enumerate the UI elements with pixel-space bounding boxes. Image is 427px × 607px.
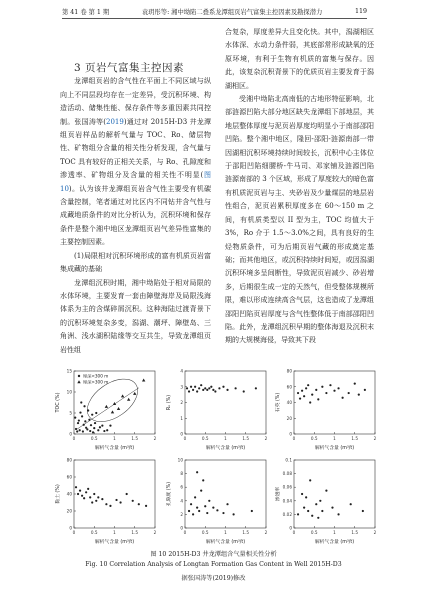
legend-marker-triangle xyxy=(77,380,80,383)
data-point xyxy=(81,495,83,497)
data-point xyxy=(206,389,208,391)
data-point xyxy=(85,491,87,493)
journal-volume: 第 41 卷 第 1 期 xyxy=(62,8,110,16)
legend-label-shallow: 埋深<300 m xyxy=(83,373,109,379)
plot-frame xyxy=(74,460,155,528)
data-point xyxy=(337,387,339,389)
y-tick-label: 0.04 xyxy=(282,498,292,504)
data-point xyxy=(194,496,196,498)
x-tick-label: 1 xyxy=(333,530,336,535)
data-point xyxy=(190,386,192,388)
data-point xyxy=(91,501,93,503)
figure-link[interactable]: 图 10 xyxy=(60,171,212,193)
paragraph-1 xyxy=(60,75,211,249)
y-tick-label: 0 xyxy=(180,525,183,531)
figure-10 xyxy=(54,367,377,567)
data-point xyxy=(83,424,85,426)
y-axis-label: 孔隙度 (%) xyxy=(167,481,172,507)
y-tick-label: 5 xyxy=(69,410,72,416)
x-tick-label: 1.5 xyxy=(131,436,139,441)
y-tick-label: 0.02 xyxy=(282,511,292,517)
y-tick-label: 0 xyxy=(180,431,183,437)
plot-frame xyxy=(185,460,266,528)
data-point xyxy=(210,386,212,388)
data-point xyxy=(198,510,200,512)
data-point xyxy=(76,430,78,432)
x-tick-label: 0 xyxy=(292,436,296,441)
x-tick-label: 0 xyxy=(183,530,187,535)
data-point xyxy=(89,430,91,432)
y-tick-label: 3 xyxy=(180,384,183,390)
data-point xyxy=(200,384,202,386)
data-point xyxy=(93,493,95,495)
x-tick-label: 0 xyxy=(292,530,296,535)
x-tick-label: 1.5 xyxy=(131,530,139,535)
data-point xyxy=(101,425,103,427)
data-point xyxy=(305,496,307,498)
y-tick-label: 10 xyxy=(66,389,72,395)
data-point xyxy=(362,510,364,512)
x-axis-label: 解析气含量 (m³/t) xyxy=(205,446,246,451)
data-point xyxy=(233,513,235,515)
right-column xyxy=(225,26,374,348)
y-axis-label: TOC (%) xyxy=(56,392,61,413)
running-header xyxy=(62,4,367,19)
data-point xyxy=(126,493,128,495)
x-tick-label: 2 xyxy=(264,436,268,441)
y-tick-label: 10 xyxy=(177,457,183,463)
x-tick-label: 1.5 xyxy=(242,530,250,535)
x-axis-label: 解析气含量 (m³/t) xyxy=(94,540,135,545)
data-point xyxy=(305,387,307,389)
data-point xyxy=(309,401,311,403)
data-point xyxy=(75,486,77,488)
data-point xyxy=(83,497,85,499)
data-point xyxy=(297,513,299,515)
y-tick-label: 0.08 xyxy=(282,471,292,477)
y-tick-label: 4 xyxy=(180,498,183,504)
data-point xyxy=(192,513,194,515)
data-point xyxy=(86,428,88,430)
data-point xyxy=(106,429,108,431)
data-point xyxy=(212,389,214,391)
p1-text-c: )。认为该井龙潭组页岩含气性主要受有机碳含量控制，笔者通过对比区内不同钻井含气性与成藏地质条件的对比分析认为，沉积环境和保存条件是整个湘中地区龙潭组页岩气差异性富集的主要控制因素。 xyxy=(60,184,211,247)
x-tick-label: 1 xyxy=(224,530,227,535)
citation-link[interactable]: 2019 xyxy=(105,117,124,126)
data-point xyxy=(93,427,95,429)
x-tick-label: 2 xyxy=(264,530,268,535)
data-point xyxy=(350,503,352,505)
x-tick-label: 1.5 xyxy=(351,530,359,535)
data-point xyxy=(226,503,228,505)
y-axis-label: 石英 (%) xyxy=(276,392,281,413)
data-point xyxy=(79,490,81,492)
data-point xyxy=(348,392,350,394)
data-point-triangle xyxy=(127,398,130,401)
y-tick-label: 60 xyxy=(66,474,72,480)
data-point-triangle xyxy=(111,410,114,413)
trend-line xyxy=(76,388,139,430)
x-axis-label: 解析气含量 (m³/t) xyxy=(314,446,355,451)
y-tick-label: 6 xyxy=(180,484,183,490)
data-point xyxy=(301,390,303,392)
data-point xyxy=(109,425,111,427)
data-point xyxy=(145,505,147,507)
plot-frame xyxy=(185,371,266,434)
x-tick-label: 0.5 xyxy=(90,436,98,441)
x-axis-label: 解析气含量 (m³/t) xyxy=(205,540,246,545)
y-tick-label: 0 xyxy=(69,431,72,437)
data-point xyxy=(358,394,360,396)
y-tick-label: 0.1 xyxy=(285,457,292,463)
data-point xyxy=(194,386,196,388)
data-point xyxy=(80,401,82,403)
x-tick-label: 1.5 xyxy=(351,436,359,441)
data-point xyxy=(297,392,299,394)
y-tick-label: 0 xyxy=(69,525,72,531)
data-point xyxy=(84,420,86,422)
chart-porosity xyxy=(165,456,269,546)
data-point xyxy=(192,389,194,391)
p1-text-b: )通过对 2015H-D3 井龙潭组页岩样品的解析气量与 TOC、Ro、储层物性、矿物组分含量的相关性分析发现，含气量与 TOC 具有较好的正相关关系，与 Ro、孔隙度和渗透率、矿物组分及含量的相关性不明显( xyxy=(60,117,212,180)
data-point xyxy=(77,493,79,495)
chart-quartz xyxy=(274,367,378,452)
data-point xyxy=(309,479,311,481)
legend-marker-circle xyxy=(78,375,80,377)
plot-frame xyxy=(294,460,375,528)
chart-clay xyxy=(54,456,158,546)
paragraph-3: 龙潭组沉积时期，湘中坳陷处于相对局限的水体环境，主要发育一套由障壁海岸及局限浅海体系为主的含煤碎屑沉积。这种海陆过渡背景下的沉积环境复杂多变，潟湖、潮坪、障壁岛、三角洲、浅水湖积陆缘等交互共生，导致龙潭组页岩性组 xyxy=(60,278,211,354)
y-axis-label: Rₒ (%) xyxy=(167,394,172,411)
data-point xyxy=(235,387,237,389)
data-point xyxy=(196,390,198,392)
data-point xyxy=(222,386,224,388)
data-point xyxy=(321,386,323,388)
paragraph-2: (1)局限相对沉积环境形成的富有机质页岩富集成藏的基础 xyxy=(60,251,211,274)
data-point xyxy=(79,411,81,413)
data-point xyxy=(196,471,198,473)
chart-ro xyxy=(165,367,269,452)
x-tick-label: 2 xyxy=(153,436,157,441)
chart-toc xyxy=(54,367,158,452)
y-tick-label: 1 xyxy=(180,415,183,421)
data-point xyxy=(97,429,99,431)
chart-permeability xyxy=(274,456,378,546)
data-point xyxy=(214,390,216,392)
data-point xyxy=(90,424,92,426)
left-column xyxy=(60,62,211,357)
data-point xyxy=(311,394,313,396)
y-tick-label: 20 xyxy=(66,508,72,514)
data-point xyxy=(94,422,96,424)
x-tick-label: 0.5 xyxy=(90,530,98,535)
data-point xyxy=(255,387,257,389)
y-tick-label: 80 xyxy=(66,457,72,463)
data-point xyxy=(188,390,190,392)
y-tick-label: 20 xyxy=(286,415,292,421)
x-tick-label: 0.5 xyxy=(310,530,318,535)
data-point xyxy=(92,431,94,433)
y-tick-label: 60 xyxy=(286,384,292,390)
data-point xyxy=(329,384,331,386)
data-point xyxy=(81,415,83,417)
data-point xyxy=(311,515,313,517)
data-point xyxy=(91,414,93,416)
data-point xyxy=(218,387,220,389)
p1-text-a: 龙潭组页岩的含气性在平面上不同区域与纵向上不同层段均存在一定差异，受沉积环境、构造活动、储集性能、保存条件等多重因素共同控制。张国涛等( xyxy=(60,77,211,126)
data-point xyxy=(216,509,218,511)
data-point xyxy=(208,387,210,389)
data-point xyxy=(74,417,76,419)
x-axis-label: 解析气含量 (m³/t) xyxy=(314,540,355,545)
data-point xyxy=(198,387,200,389)
data-point xyxy=(208,500,210,502)
y-tick-label: 4 xyxy=(180,368,183,374)
data-point-triangle xyxy=(121,394,124,397)
data-point xyxy=(87,409,89,411)
data-point xyxy=(202,479,204,481)
data-point xyxy=(299,397,301,399)
data-point xyxy=(196,507,198,509)
y-tick-label: 15 xyxy=(66,368,72,374)
data-point xyxy=(109,505,111,507)
data-point xyxy=(303,395,305,397)
x-tick-label: 2 xyxy=(373,436,377,441)
x-tick-label: 2 xyxy=(153,530,157,535)
data-point-triangle xyxy=(142,378,145,381)
data-point xyxy=(301,493,303,495)
data-point xyxy=(77,422,79,424)
data-point xyxy=(88,419,90,421)
y-tick-label: 80 xyxy=(286,368,292,374)
data-point xyxy=(354,383,356,385)
data-point xyxy=(315,389,317,391)
x-tick-label: 1 xyxy=(113,436,116,441)
data-point xyxy=(303,507,305,509)
data-point xyxy=(78,419,80,421)
data-point xyxy=(307,510,309,512)
data-point xyxy=(200,490,202,492)
data-point xyxy=(95,500,97,502)
data-point xyxy=(321,510,323,512)
data-point xyxy=(204,505,206,507)
data-point xyxy=(132,500,134,502)
data-point xyxy=(317,517,319,519)
data-point-triangle xyxy=(117,407,120,410)
plot-frame xyxy=(294,371,375,434)
y-axis-label: 渗透率 xyxy=(276,486,281,502)
data-point xyxy=(99,426,101,428)
data-point xyxy=(75,428,77,430)
y-tick-label: 0 xyxy=(289,431,292,437)
y-tick-label: 0.06 xyxy=(282,484,292,490)
x-tick-label: 2 xyxy=(373,530,377,535)
data-point xyxy=(226,389,228,391)
section-title: 3 页岩气富集主控因素 xyxy=(74,62,185,74)
figure-source: 据张国涛等(2019)修改 xyxy=(181,575,246,582)
page-number: 119 xyxy=(354,7,367,15)
data-point xyxy=(337,513,339,515)
data-point xyxy=(206,512,208,514)
data-point xyxy=(83,405,85,407)
data-point-triangle xyxy=(133,392,136,395)
data-point xyxy=(364,389,366,391)
figure-caption-en: Fig. 10 Correlation Analysis of Longtan Formation Gas Content in Well 2015H-D3 xyxy=(85,561,342,568)
y-tick-label: 0 xyxy=(289,525,292,531)
y-tick-label: 8 xyxy=(180,471,183,477)
data-point xyxy=(342,397,344,399)
x-tick-label: 0 xyxy=(183,436,187,441)
data-point xyxy=(190,503,192,505)
paragraph-5: 受湘中坳陷北高南低的古地形特征影响，北部涟源凹陷大部分地区缺失龙潭组下部地层，其地层整体厚度与泥页岩厚度均明显小于南部邵阳凹陷。整个湘中地区，隆回-邵阳-涟源南部一带因湖相沉积环境持续时间较长，沉积中心主体位于邵阳凹陷细腰桥-牛马司、邓家铺及涟源凹陷涟源南部的 3 个区域，形成了厚度较大的暗色富有机质泥页岩与主、夹砂岩及少量煤层的地层岩性组合，泥页岩累积厚度多在 60～150 m 之间，有机质类型以 II 型为主，TOC 均值大于 3%，Ro 介于 1.5～3.0%之间，具有良好的生烃物质条件，可为后期页岩气藏的形成奠定基础；而其他地区，或沉积持续时间短，或因潟湖沉积环境多呈间断性，导致泥页岩减少、砂岩增多，后期很生成一定的天然气，但受整体规模所限，难以形成连续高含气层，这也造成了龙潭组邵阳凹陷页岩厚度与含气性整体低于南部邵阳凹陷。此外，龙潭组沉积早期的整体海退及沉积末期的大规模海侵，导致其下段 xyxy=(225,95,374,345)
y-tick-label: 2 xyxy=(180,400,183,405)
y-tick-label: 2 xyxy=(180,511,183,517)
x-tick-label: 0.5 xyxy=(201,530,209,535)
data-point xyxy=(87,488,89,490)
data-point xyxy=(243,390,245,392)
data-point xyxy=(325,490,327,492)
data-point xyxy=(202,389,204,391)
data-point xyxy=(79,429,81,431)
data-point-triangle xyxy=(105,405,108,408)
data-point xyxy=(103,430,105,432)
y-axis-label: 黏土 (%) xyxy=(56,484,61,504)
data-point xyxy=(119,501,121,503)
data-point xyxy=(95,412,97,414)
figure-caption-cn: 图 10 2015H-D3 井龙潭组含气量相关性分析 xyxy=(150,551,277,558)
y-tick-label: 40 xyxy=(66,491,72,497)
data-point xyxy=(319,500,321,502)
paragraph-4: 合复杂，厚度差异大且变化快。其中，潟湖相区水体深、水动力条件弱，其底部常形成缺氧的还原环境，有利于生物有机质的富集与保存。因此，该复杂沉积背景下的优质页岩主要发育于潟湖相区。 xyxy=(225,28,374,90)
data-point xyxy=(82,430,84,432)
x-axis-label: 解析气含量 (m³/t) xyxy=(94,446,135,451)
data-point xyxy=(307,384,309,386)
data-point xyxy=(204,387,206,389)
data-point xyxy=(212,507,214,509)
x-tick-label: 0 xyxy=(72,436,76,441)
data-point xyxy=(138,503,140,505)
legend-label-deep: 埋深>300 m xyxy=(83,379,109,385)
data-point xyxy=(89,496,91,498)
x-tick-label: 0.5 xyxy=(310,436,318,441)
x-tick-label: 1 xyxy=(224,436,227,441)
data-point xyxy=(331,507,333,509)
data-point xyxy=(317,398,319,400)
x-tick-label: 1.5 xyxy=(242,436,250,441)
x-tick-label: 1 xyxy=(113,530,116,535)
data-point xyxy=(325,392,327,394)
data-point xyxy=(101,498,103,500)
data-point xyxy=(251,510,253,512)
data-point xyxy=(188,510,190,512)
y-tick-label: 40 xyxy=(286,400,292,405)
x-tick-label: 0 xyxy=(72,530,76,535)
data-point xyxy=(115,499,117,501)
data-point xyxy=(315,503,317,505)
data-point xyxy=(97,496,99,498)
article-running-title: 袁玥彤等: 湘中坳陷二叠系龙潭组页岩气富集主控因素及勘探潜力 xyxy=(141,8,323,16)
data-point xyxy=(105,503,107,505)
data-point xyxy=(333,390,335,392)
x-tick-label: 1 xyxy=(333,436,336,441)
data-point xyxy=(186,387,188,389)
data-point xyxy=(222,512,224,514)
x-tick-label: 0.5 xyxy=(201,436,209,441)
